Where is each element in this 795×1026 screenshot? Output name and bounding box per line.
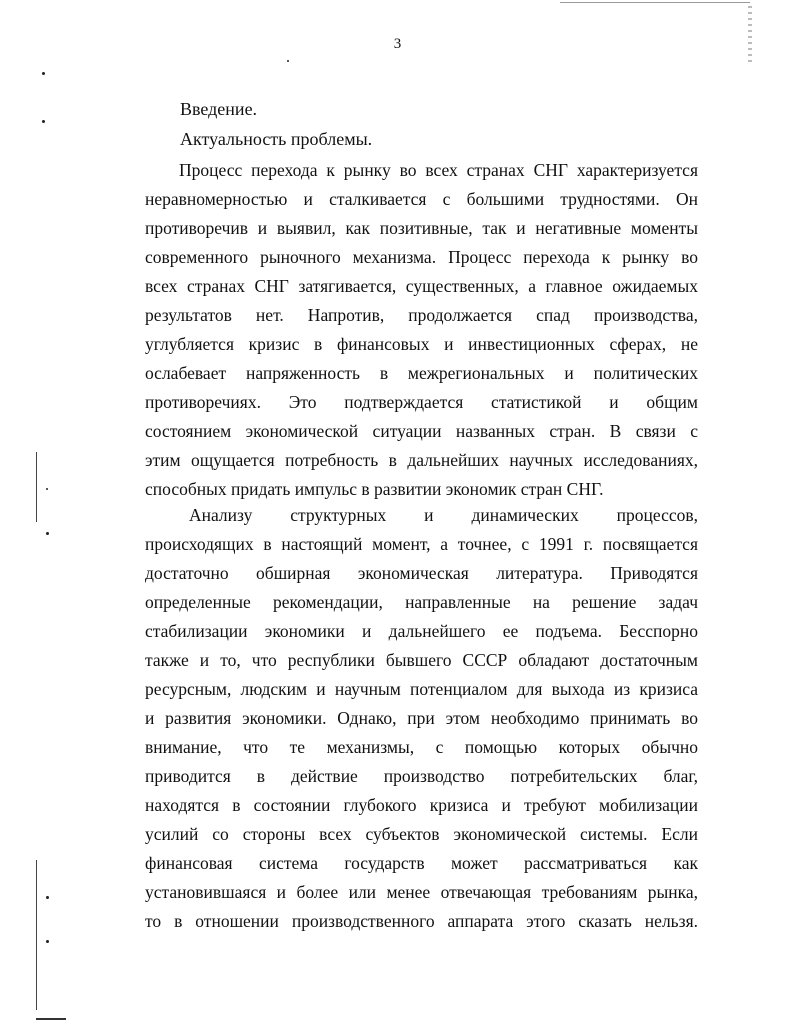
- scan-artifact-left-edge-mark: [36, 860, 37, 1010]
- scan-artifact-dot: [46, 896, 49, 899]
- scan-artifact-dot: [46, 488, 48, 490]
- text-line: этим ощущается потребность в дальнейших научных исследованиях,: [145, 450, 698, 470]
- paragraph: [145, 501, 698, 936]
- text-line: внимание, что те механизмы, с помощью которых обычно: [145, 737, 698, 757]
- text-line: то в отношении производственного аппарата этого сказать нельзя.: [145, 911, 698, 931]
- scan-artifact-bottom-mark: [36, 1018, 66, 1020]
- text-line: и развития экономики. Однако, при этом необходимо принимать во: [145, 708, 698, 728]
- text-line: происходящих в настоящий момент, а точнее, с 1991 г. посвящается: [145, 534, 698, 554]
- text-line: состоянием экономической ситуации названных стран. В связи с: [145, 421, 698, 441]
- text-line: приводится в действие производство потребительских благ,: [145, 766, 698, 786]
- text-line: ресурсным, людским и научным потенциалом для выхода из кризиса: [145, 679, 698, 699]
- text-line: определенные рекомендации, направленные на решение задач: [145, 592, 698, 612]
- text-line: также и то, что республики бывшего СССР обладают достаточным: [145, 650, 698, 670]
- section-heading-topic: Актуальность проблемы.: [180, 129, 373, 149]
- scan-artifact-dot: [46, 532, 49, 535]
- scan-artifact-dot: [287, 60, 289, 62]
- text-line: неравномерностью и сталкивается с большими трудностями. Он: [145, 189, 698, 209]
- text-line: Анализу структурных и динамических процессов,: [189, 505, 698, 525]
- text-line: противоречиях. Это подтверждается статистикой и общим: [145, 392, 698, 412]
- text-line: усилий со стороны всех субъектов экономической системы. Если: [145, 824, 698, 844]
- text-line: результатов нет. Напротив, продолжается спад производства,: [145, 305, 698, 325]
- text-line: противоречив и выявил, как позитивные, так и негативные моменты: [145, 218, 698, 238]
- text-line: Процесс перехода к рынку во всех странах СНГ характеризуется: [179, 160, 698, 180]
- scan-artifact-dot: [46, 940, 49, 943]
- scan-artifact-top-line: [560, 2, 750, 3]
- text-line: финансовая система государств может рассматриваться как: [145, 853, 698, 873]
- text-line: способных придать импульс в развитии экономик стран СНГ.: [145, 479, 604, 499]
- text-line: ослабевает напряженность в межрегиональных и политических: [145, 363, 698, 383]
- text-line: современного рыночного механизма. Процесс перехода к рынку во: [145, 247, 698, 267]
- paragraph: [145, 156, 698, 504]
- scan-artifact-dot: [42, 120, 45, 123]
- text-line: углубляется кризис в финансовых и инвестиционных сферах, не: [145, 334, 698, 354]
- scan-artifact-dot: [42, 72, 45, 75]
- scan-artifact-left-edge-mark: [36, 452, 37, 522]
- text-line: стабилизации экономики и дальнейшего ее подъема. Бесспорно: [145, 621, 698, 641]
- text-line: установившаяся и более или менее отвечающая требованиям рынка,: [145, 882, 698, 902]
- page-number: 3: [393, 36, 402, 52]
- text-line: всех странах СНГ затягивается, существенных, а главное ожидаемых: [145, 276, 698, 296]
- text-line: достаточно обширная экономическая литература. Приводятся: [145, 563, 698, 583]
- text-line: находятся в состоянии глубокого кризиса и требуют мобилизации: [145, 795, 698, 815]
- section-heading-intro: Введение.: [180, 99, 258, 119]
